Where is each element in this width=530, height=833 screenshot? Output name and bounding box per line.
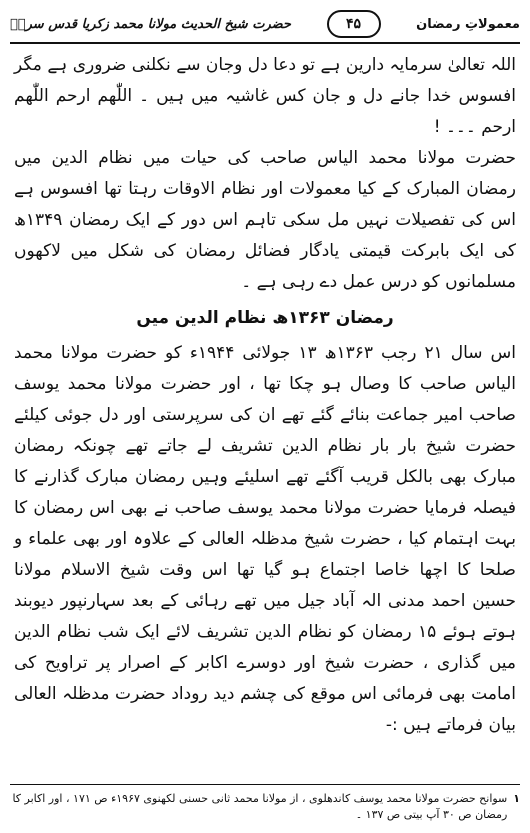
- body-text: [14, 50, 516, 741]
- footnote-text: سوانح حضرت مولانا محمد یوسف کاندھلوی ، از مولانا محمد ثانی حسنی لکھنوی ۱۹۶۷ء ص ۱۷۱ ، اور اکابر کا رمضان ص ۳۰ آپ بیتی ص ۱۳۷ ۔: [12, 792, 508, 821]
- section-heading: رمضان ۱۳۶۳ھ نظام الدین میں: [136, 308, 394, 328]
- book-title: معمولاتِ رمضان: [416, 16, 520, 32]
- page-header: [10, 6, 520, 44]
- footnote-marker: ۱: [513, 792, 520, 805]
- paragraph-intro: اللہ تعالیٰ سرمایہ دارین ہے تو دعا دل وجان سے نکلنی ضروری ہے مگر افسوس خدا جانے دل و جان کس غاشیہ میں ہیں ۔ اللّٰھم ارحم اللّٰھم ارحم ۔۔۔ !: [14, 55, 516, 137]
- paragraph-ramadan-1363: اس سال ۲۱ رجب ۱۳۶۳ھ ۱۳ جولائی ۱۹۴۴ء کو حضرت مولانا محمد الیاس صاحب کا وصال ہو چکا تھا ، اور حضرت مولانا محمد یوسف صاحب امیر جماعت بنائے گئے تھے ان کی سرپرستی اور دل جوئی کیلئے حضرت شیخ بار بار نظام الدین تشریف لے جاتے تھے چونکہ رمضان مبارک بھی بالکل قریب آگئے تھے اسلیئے وہیں رمضان مبارک گذارنے کا فیصلہ فرمایا حضرت مولانا محمد یوسف صاحب نے بھی اس رمضان کا بہت اہتمام کیا ، حضرت شیخ مدظلہ العالی کے علاوہ اور بھی علماء و صلحا کا اچھا خاصا اجتماع ہو گیا تھا اس وقت شیخ الاسلام مولانا حسین احمد مدنی الہ آباد جیل میں تھے رہائی کے بعد سہارنپور دیوبند ہوتے ہوئے ۱۵ رمضان کو نظام الدین تشریف لائے ایک شب نظام الدین میں گذاری ، حضرت شیخ اور دوسرے اکابر کے اصرار پر تراویح کی امامت بھی فرمائی اس موقع کی چشم دید روداد حضرت مدظلہ العالی بیان فرماتے ہیں :-: [14, 343, 517, 735]
- page-number: ۴۵: [327, 10, 381, 38]
- footnote: [10, 784, 520, 823]
- running-title: حضرت شیخ الحدیث مولانا محمد زکریا قدس سرہٗ: [10, 16, 291, 32]
- paragraph-history: حضرت مولانا محمد الیاس صاحب کی حیات میں نظام الدین میں رمضان المبارک کے کیا معمولات اور نظام الاوقات رہتا تھا افسوس ہے اس کی تفصیلات نہیں مل سکی تاہم اس دور کے ایک رمضان ۱۳۴۹ھ کی ایک بابرکت قیمتی یادگار فضائل رمضان کی شکل میں لاکھوں مسلمانوں کو درس عمل دے رہی ہے ۔: [14, 148, 516, 292]
